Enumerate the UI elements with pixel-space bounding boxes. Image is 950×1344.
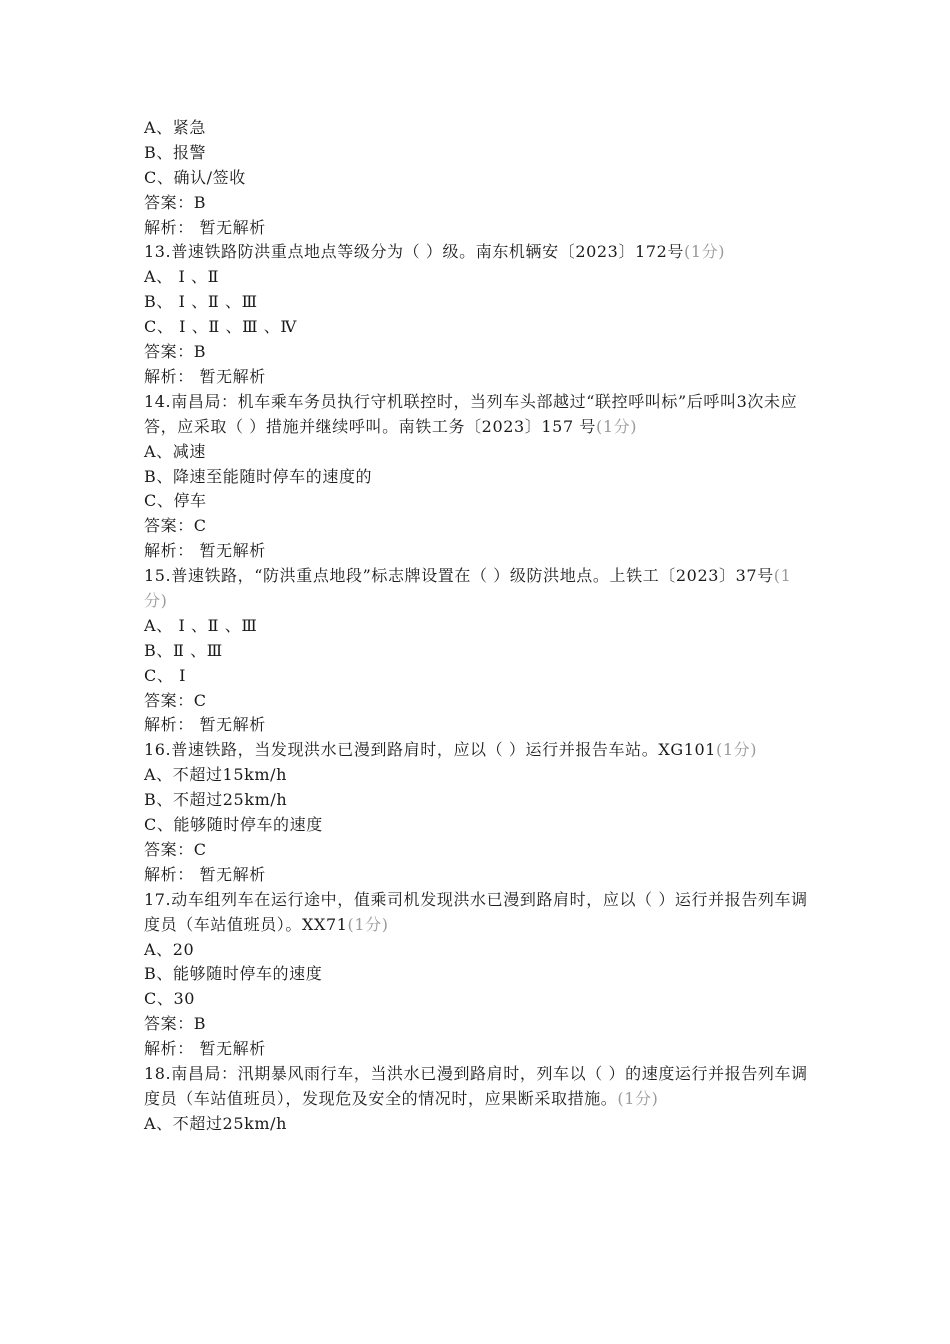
option-a: A、20	[144, 939, 195, 959]
option-c: C、能够随时停车的速度	[144, 815, 323, 835]
question-text	[144, 390, 814, 440]
option-b: B、能够随时停车的速度	[144, 964, 323, 984]
option-a: A、不超过15km/h	[144, 765, 288, 785]
question-text	[144, 1062, 814, 1112]
option-a: A、紧急	[144, 118, 206, 137]
option-c: C、停车	[144, 491, 207, 511]
analysis: 解析： 暂无解析	[144, 541, 266, 561]
option-b: B、降速至能随时停车的速度的	[144, 466, 373, 486]
option-c: C、确认/签收	[144, 167, 246, 187]
answer: 答案：C	[144, 839, 207, 859]
question-16	[144, 738, 814, 887]
analysis: 解析： 暂无解析	[144, 1039, 266, 1059]
question-text	[144, 240, 814, 265]
answer: 答案：B	[144, 1014, 207, 1034]
analysis: 解析： 暂无解析	[144, 864, 266, 884]
question-stem: 17.动车组列车在运行途中，值乘司机发现洪水已漫到路肩时，应以（ ）运行并报告列车调度员（车站值班员）。XX71	[144, 889, 808, 934]
question-stem: 18.南昌局：汛期暴风雨行车，当洪水已漫到路肩时，列车以（ ）的速度运行并报告列车调度员（车站值班员），发现危及安全的情况时，应果断采取措施。	[144, 1063, 808, 1108]
question-text	[144, 888, 814, 938]
question-stem: 15.普速铁路，“防洪重点地段”标志牌设置在（ ）级防洪地点。上铁工〔2023〕37号	[144, 566, 774, 586]
question-12-tail	[144, 116, 814, 240]
question-score: (1分)	[596, 416, 638, 436]
option-a: A、 Ⅰ 、Ⅱ 、Ⅲ	[144, 615, 258, 635]
question-score: (1分)	[144, 566, 792, 610]
question-stem: 14.南昌局：机车乘车务员执行守机联控时，当列车头部越过“联控呼叫标”后呼叫3次未应答，应采取（ ）措施并继续呼叫。南铁工务〔2023〕157 号	[144, 391, 798, 436]
question-text	[144, 738, 814, 763]
answer: 答案：C	[144, 516, 207, 536]
option-c: C、 Ⅰ	[144, 665, 187, 685]
question-text	[144, 564, 814, 614]
answer: 答案：C	[144, 690, 207, 710]
question-score: (1分)	[617, 1088, 659, 1108]
question-14	[144, 390, 814, 564]
option-a: A、不超过25km/h	[144, 1113, 288, 1133]
question-stem: 13.普速铁路防洪重点地点等级分为（ ）级。南东机辆安〔2023〕172号	[144, 242, 684, 262]
option-a: A、减速	[144, 441, 206, 461]
analysis: 解析： 暂无解析	[144, 366, 266, 386]
question-stem: 16.普速铁路，当发现洪水已漫到路肩时，应以（ ）运行并报告车站。XG101	[144, 740, 717, 760]
option-c: C、30	[144, 989, 196, 1009]
answer: 答案：B	[144, 192, 207, 212]
question-13	[144, 240, 814, 389]
analysis: 解析： 暂无解析	[144, 217, 266, 237]
option-b: B、 Ⅰ 、Ⅱ 、Ⅲ	[144, 292, 258, 312]
question-18	[144, 1062, 814, 1137]
option-a: A、 Ⅰ 、Ⅱ	[144, 267, 220, 287]
question-score: (1分)	[347, 914, 389, 934]
option-b: B、不超过25km/h	[144, 790, 288, 810]
question-score: (1分)	[716, 740, 758, 760]
question-score: (1分)	[684, 242, 726, 262]
option-b: B、Ⅱ 、Ⅲ	[144, 640, 223, 660]
question-15	[144, 564, 814, 738]
answer: 答案：B	[144, 342, 207, 362]
question-17	[144, 888, 814, 1062]
document-page	[144, 116, 814, 1137]
analysis: 解析： 暂无解析	[144, 715, 266, 735]
option-c: C、 Ⅰ 、Ⅱ 、Ⅲ 、Ⅳ	[144, 317, 297, 337]
option-b: B、报警	[144, 142, 207, 162]
